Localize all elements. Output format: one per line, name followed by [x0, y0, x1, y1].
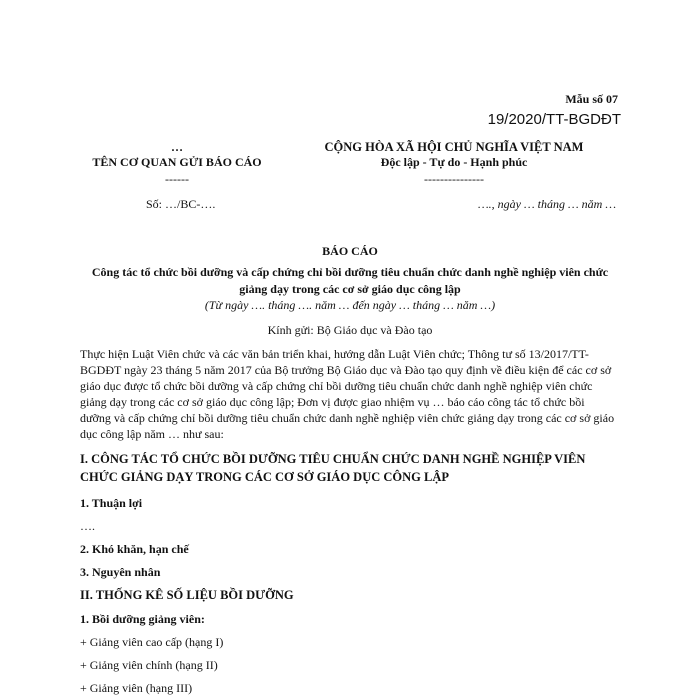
circular-number: 19/2020/TT-BGDĐT [487, 111, 621, 128]
section-1-item-1-text: …. [80, 519, 95, 533]
section-2-heading: II. THỐNG KÊ SỐ LIỆU BỒI DƯỠNG [80, 588, 294, 602]
section-2-item-1: 1. Bồi dưỡng giảng viên: [80, 612, 205, 626]
list-item: + Giảng viên chính (hạng II) [80, 658, 218, 672]
section-1-heading: I. CÔNG TÁC TỔ CHỨC BỒI DƯỠNG TIÊU CHUẨN CHỨC DANH NGHỀ NGHIỆP VIÊN CHỨC GIẢNG DẠY TRONG CÁC CƠ SỞ GIÁO DỤC CÔNG LẬP [80, 452, 586, 484]
motto-divider: --------------- [424, 172, 484, 186]
report-subtitle: Công tác tổ chức bồi dưỡng và cấp chứng chỉ bồi dưỡng tiêu chuẩn chức danh nghề nghiệp viên chức giảng dạy trong các cơ sở giáo dục công lập [91, 265, 609, 296]
recipient-line: Kính gửi: Bộ Giáo dục và Đào tạo [267, 323, 433, 337]
sender-divider: ------ [165, 172, 189, 186]
national-motto: Độc lập - Tự do - Hạnh phúc [380, 155, 528, 169]
document-number: Số: …/BC-…. [146, 197, 216, 211]
sender-agency-name: TÊN CƠ QUAN GỬI BÁO CÁO [92, 155, 262, 169]
document-date: …., ngày … tháng … năm … [477, 197, 616, 211]
report-title: BÁO CÁO [322, 244, 378, 258]
national-title: CỘNG HÒA XÃ HỘI CHỦ NGHĨA VIỆT NAM [324, 140, 584, 154]
form-number: Mẫu số 07 [565, 92, 618, 106]
parent-agency-placeholder: … [171, 140, 183, 154]
list-item: + Giảng viên (hạng III) [80, 681, 193, 695]
intro-paragraph: Thực hiện Luật Viên chức và các văn bản triển khai, hướng dẫn Luật Viên chức; Thông tư số 13/2017/TT-BGDĐT ngày 23 tháng 5 năm 2017 của Bộ trưởng Bộ Giáo dục và Đào tạo quy định về điều kiện để các cơ sở giáo dục được tổ chức bồi dưỡng và cấp chứng chỉ bồi dưỡng tiêu chuẩn chức danh nghề nghiệp viên chức giảng dạy trong các cơ sở giáo dục công lập; Đơn vị được giao nhiệm vụ … báo cáo công tác tổ chức bồi dưỡng và cấp chứng chỉ bồi dưỡng tiêu chuẩn chức danh nghề nghiệp viên chức giảng dạy trong các cơ sở giáo dục công lập năm … như sau: [80, 347, 615, 441]
list-item: + Giảng viên cao cấp (hạng I) [80, 635, 224, 649]
report-period: (Từ ngày …. tháng …. năm … đến ngày … tháng … năm …) [204, 298, 496, 312]
section-1-item-1: 1. Thuận lợi [80, 496, 143, 510]
sender-header [92, 140, 262, 187]
section-1-item-2: 2. Khó khăn, hạn chế [80, 542, 189, 556]
national-header [304, 140, 604, 187]
section-1-item-3: 3. Nguyên nhân [80, 565, 161, 579]
